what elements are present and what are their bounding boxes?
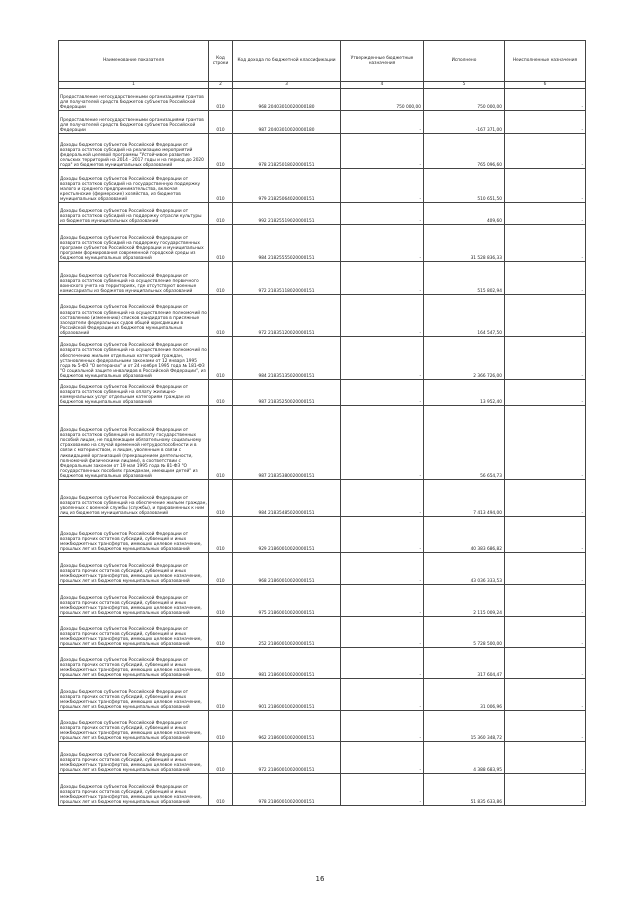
row-approved: 750 000,00 [341,89,424,111]
row-budget-code: 979 21825064020000151 [233,169,341,203]
row-line-code: 010 [209,203,233,225]
row-executed: 4 388 683,95 [424,742,505,774]
header-line-code: Код строки [209,41,233,82]
row-line-code: 010 [209,295,233,337]
row-name: Доходы бюджетов субъектов Российской Федерации от возврата прочих остатков субсидий, субвенций и иных межбюджетных трансфертов, имеющих целевое назначение, прошлых лет из бюджетов муниципальных образований [59,742,209,774]
row-executed: 5 728 500,00 [424,617,505,648]
row-approved: - [341,406,424,480]
row-name: Доходы бюджетов субъектов Российской Федерации от возврата прочих остатков субсидий, субвенций и иных межбюджетных трансфертов, имеющих целевое назначение, прошлых лет из бюджетов муниципальных образований [59,617,209,648]
row-approved: - [341,203,424,225]
row-approved: - [341,517,424,553]
table-row [59,406,586,480]
row-executed: 56 654,73 [424,406,505,480]
row-approved: - [341,711,424,742]
header-unexecuted: Неисполненные назначения [505,41,586,82]
row-name: Доходы бюджетов субъектов Российской Федерации от возврата прочих остатков субсидий, субвенций и иных межбюджетных трансфертов, имеющих целевое назначение, прошлых лет из бюджетов муниципальных образований [59,553,209,585]
row-approved: - [341,225,424,262]
row-budget-code: 992 21825519020000151 [233,203,341,225]
column-number: 6 [505,82,586,89]
row-line-code: 010 [209,480,233,517]
column-number: 2 [209,82,233,89]
row-budget-code: 981 21860010020000151 [233,648,341,679]
row-name: Доходы бюджетов субъектов Российской Федерации от возврата прочих остатков субсидий, субвенций и иных межбюджетных трансфертов, имеющих целевое назначение, прошлых лет из бюджетов муниципальных образований [59,774,209,806]
row-executed: 515 802,94 [424,262,505,295]
row-name: Доходы бюджетов субъектов Российской Федерации от возврата прочих остатков субсидий, субвенций и иных межбюджетных трансфертов, имеющих целевое назначение, прошлых лет из бюджетов муниципальных образований [59,648,209,679]
row-approved: - [341,262,424,295]
row-unexecuted: - [505,480,586,517]
row-budget-code: 901 21860010020000151 [233,679,341,711]
row-executed: 51 835 633,86 [424,774,505,806]
row-budget-code: 962 21860010020000151 [233,711,341,742]
row-line-code: 010 [209,225,233,262]
row-approved: - [341,648,424,679]
row-budget-code: 987 20403010020000180 [233,111,341,134]
header-approved: Утвержденные бюджетные назначения [341,41,424,82]
row-approved: - [341,774,424,806]
table-row [59,617,586,648]
page-number: 16 [315,875,325,883]
row-budget-code: 929 21860010020000151 [233,517,341,553]
row-executed: 43 036 333,53 [424,553,505,585]
row-executed: 750 000,00 [424,89,505,111]
row-budget-code: 968 20403010020000180 [233,89,341,111]
table-row [59,679,586,711]
row-line-code: 010 [209,742,233,774]
row-line-code: 010 [209,111,233,134]
table-row [59,648,586,679]
row-budget-code: 968 21860010020000151 [233,553,341,585]
row-line-code: 010 [209,774,233,806]
row-executed: 13 952,40 [424,380,505,406]
row-approved: - [341,337,424,380]
row-approved: - [341,553,424,585]
row-unexecuted: - [505,617,586,648]
row-executed: 7 413 494,00 [424,480,505,517]
table-row [59,225,586,262]
row-budget-code: 978 21860010020000151 [233,774,341,806]
row-name: Доходы бюджетов субъектов Российской Федерации от возврата прочих остатков субсидий, субвенций и иных межбюджетных трансфертов, имеющих целевое назначение, прошлых лет из бюджетов муниципальных образований [59,711,209,742]
row-name: Предоставление негосударственными организациями грантов для получателей средств бюджетов субъектов Российской Федерации [59,111,209,134]
row-approved: - [341,679,424,711]
row-unexecuted: - [505,742,586,774]
table-row [59,380,586,406]
row-unexecuted: - [505,553,586,585]
row-executed: 2 366 726,00 [424,337,505,380]
row-executed: 31 528 836,33 [424,225,505,262]
row-unexecuted: - [505,585,586,617]
table-row [59,774,586,806]
row-executed: 2 115 009,24 [424,585,505,617]
row-line-code: 010 [209,648,233,679]
row-approved: - [341,134,424,169]
row-name: Доходы бюджетов субъектов Российской Федерации от возврата остатков субвенций на осуществление первичного воинского учета на территориях, где отсутствуют военные комиссариаты из бюджетов муниципальных образований [59,262,209,295]
row-budget-code: 972 21835120020000151 [233,295,341,337]
row-name: Доходы бюджетов субъектов Российской Федерации от возврата остатков субсидий на поддержку государственных программ субъектов Российской Федерации и муниципальных программ формирования современной городской среды из бюджетов муниципальных образований [59,225,209,262]
row-executed: 31 006,96 [424,679,505,711]
row-budget-code: 972 21835118020000151 [233,262,341,295]
row-name: Доходы бюджетов субъектов Российской Федерации от возврата прочих остатков субсидий, субвенций и иных межбюджетных трансфертов, имеющих целевое назначение, прошлых лет из бюджетов муниципальных образований [59,679,209,711]
row-line-code: 010 [209,89,233,111]
table-row [59,517,586,553]
row-line-code: 010 [209,406,233,480]
row-approved: - [341,295,424,337]
row-executed: 765 096,60 [424,134,505,169]
row-unexecuted: - [505,679,586,711]
row-budget-code: 984 21825555020000151 [233,225,341,262]
table-row [59,585,586,617]
row-budget-code: 984 21835135020000151 [233,337,341,380]
row-line-code: 010 [209,380,233,406]
income-table [58,40,586,806]
row-line-code: 010 [209,553,233,585]
row-executed: 40 383 686,82 [424,517,505,553]
table-row [59,203,586,225]
row-line-code: 010 [209,711,233,742]
row-unexecuted: - [505,203,586,225]
row-name: Предоставление негосударственными организациями грантов для получателей средств бюджетов субъектов Российской Федерации [59,89,209,111]
row-line-code: 010 [209,134,233,169]
table-body [59,89,586,806]
table-row [59,262,586,295]
row-executed: 409,60 [424,203,505,225]
row-budget-code: 975 21860010020000151 [233,585,341,617]
row-unexecuted: - [505,134,586,169]
row-executed: 15 360 348,72 [424,711,505,742]
row-line-code: 010 [209,169,233,203]
row-name: Доходы бюджетов субъектов Российской Федерации от возврата остатков субсидий на реализацию мероприятий федеральной целевой программы "Устойчивое развитие сельских территорий на 2014 - 2017 годы и на период до 2020 года" из бюджетов муниципальных образований [59,134,209,169]
row-line-code: 010 [209,585,233,617]
row-executed: 510 651,50 [424,169,505,203]
row-budget-code: 987 21835250020000151 [233,380,341,406]
row-unexecuted: - [505,380,586,406]
row-approved: - [341,380,424,406]
row-executed: 317 604,47 [424,648,505,679]
row-unexecuted: - [505,517,586,553]
row-name: Доходы бюджетов субъектов Российской Федерации от возврата остатков субвенций на выплату государственных пособий лицам, не подлежащим обязательному социальному страхованию на случай временной нетрудоспособности и в связи с материнством, и лицам, уволенным в связи с ликвидацией организаций (прекращением деятельности, полномочий физическими лицами), в соответствии с Федеральным законом от 19 мая 1995 года № 81-ФЗ "О государственных пособиях гражданам, имеющим детей" из бюджетов муниципальных образований [59,406,209,480]
row-unexecuted: - [505,406,586,480]
table-header-row [59,41,586,82]
table-row [59,337,586,380]
row-approved: - [341,480,424,517]
row-executed: -167 371,00 [424,111,505,134]
row-unexecuted: - [505,337,586,380]
row-name: Доходы бюджетов субъектов Российской Федерации от возврата остатков субвенций на оплату жилищно-коммунальных услуг отдельным категориям граждан из бюджетов муниципальных образований [59,380,209,406]
row-line-code: 010 [209,517,233,553]
row-approved: - [341,742,424,774]
row-name: Доходы бюджетов субъектов Российской Федерации от возврата прочих остатков субсидий, субвенций и иных межбюджетных трансфертов, имеющих целевое назначение, прошлых лет из бюджетов муниципальных образований [59,517,209,553]
column-number: 1 [59,82,209,89]
table-row [59,742,586,774]
table-row [59,553,586,585]
table-row [59,89,586,111]
header-executed: Исполнено [424,41,505,82]
header-name: Наименование показателя [59,41,209,82]
table-row [59,711,586,742]
row-unexecuted: - [505,169,586,203]
column-number: 5 [424,82,505,89]
table-row [59,134,586,169]
row-line-code: 010 [209,337,233,380]
column-number: 3 [233,82,341,89]
row-line-code: 010 [209,679,233,711]
row-name: Доходы бюджетов субъектов Российской Федерации от возврата остатков субвенций на обеспечение жильем граждан, уволенных с военной службы (службы), и приравненных к ним лиц из бюджетов муниципальных образований [59,480,209,517]
row-unexecuted: - [505,111,586,134]
table-row [59,480,586,517]
row-unexecuted: - [505,225,586,262]
table-row [59,295,586,337]
report-sheet [58,40,585,806]
header-budget-code: Код дохода по бюджетной классификации [233,41,341,82]
row-line-code: 010 [209,617,233,648]
row-name: Доходы бюджетов субъектов Российской Федерации от возврата остатков субвенций на осуществление полномочий по составлению (изменению) списков кандидатов в присяжные заседатели федеральных судов общей юрисдикции в Российской Федерации из бюджетов муниципальных образований [59,295,209,337]
row-name: Доходы бюджетов субъектов Российской Федерации от возврата остатков субсидий на государственную поддержку малого и среднего предпринимательства, включая крестьянские (фермерские) хозяйства, из бюджетов муниципальных образований [59,169,209,203]
row-approved: - [341,111,424,134]
row-budget-code: 978 21825018020000151 [233,134,341,169]
row-name: Доходы бюджетов субъектов Российской Федерации от возврата остатков субвенций на осуществление полномочий по обеспечению жильем отдельных категорий граждан, установленных федеральными законами от 12 января 1995 года № 5-ФЗ "О ветеранах" и от 24 ноября 1995 года № 181-ФЗ "О социальной защите инвалидов в Российской Федерации", из бюджетов муниципальных образований [59,337,209,380]
row-budget-code: 987 21835380020000151 [233,406,341,480]
row-executed: 164 547,50 [424,295,505,337]
row-approved: - [341,169,424,203]
row-unexecuted: - [505,295,586,337]
row-unexecuted: - [505,89,586,111]
column-number: 4 [341,82,424,89]
row-line-code: 010 [209,262,233,295]
column-number-row [59,82,586,89]
row-budget-code: 252 21860010020000151 [233,617,341,648]
table-row [59,169,586,203]
row-approved: - [341,585,424,617]
row-name: Доходы бюджетов субъектов Российской Федерации от возврата остатков субсидий на поддержку отрасли культуры из бюджетов муниципальных образований [59,203,209,225]
row-budget-code: 984 21835485020000151 [233,480,341,517]
row-unexecuted: - [505,262,586,295]
row-budget-code: 972 21860010020000151 [233,742,341,774]
row-unexecuted: - [505,648,586,679]
row-unexecuted: - [505,711,586,742]
table-row [59,111,586,134]
row-unexecuted: - [505,774,586,806]
row-name: Доходы бюджетов субъектов Российской Федерации от возврата прочих остатков субсидий, субвенций и иных межбюджетных трансфертов, имеющих целевое назначение, прошлых лет из бюджетов муниципальных образований [59,585,209,617]
row-approved: - [341,617,424,648]
